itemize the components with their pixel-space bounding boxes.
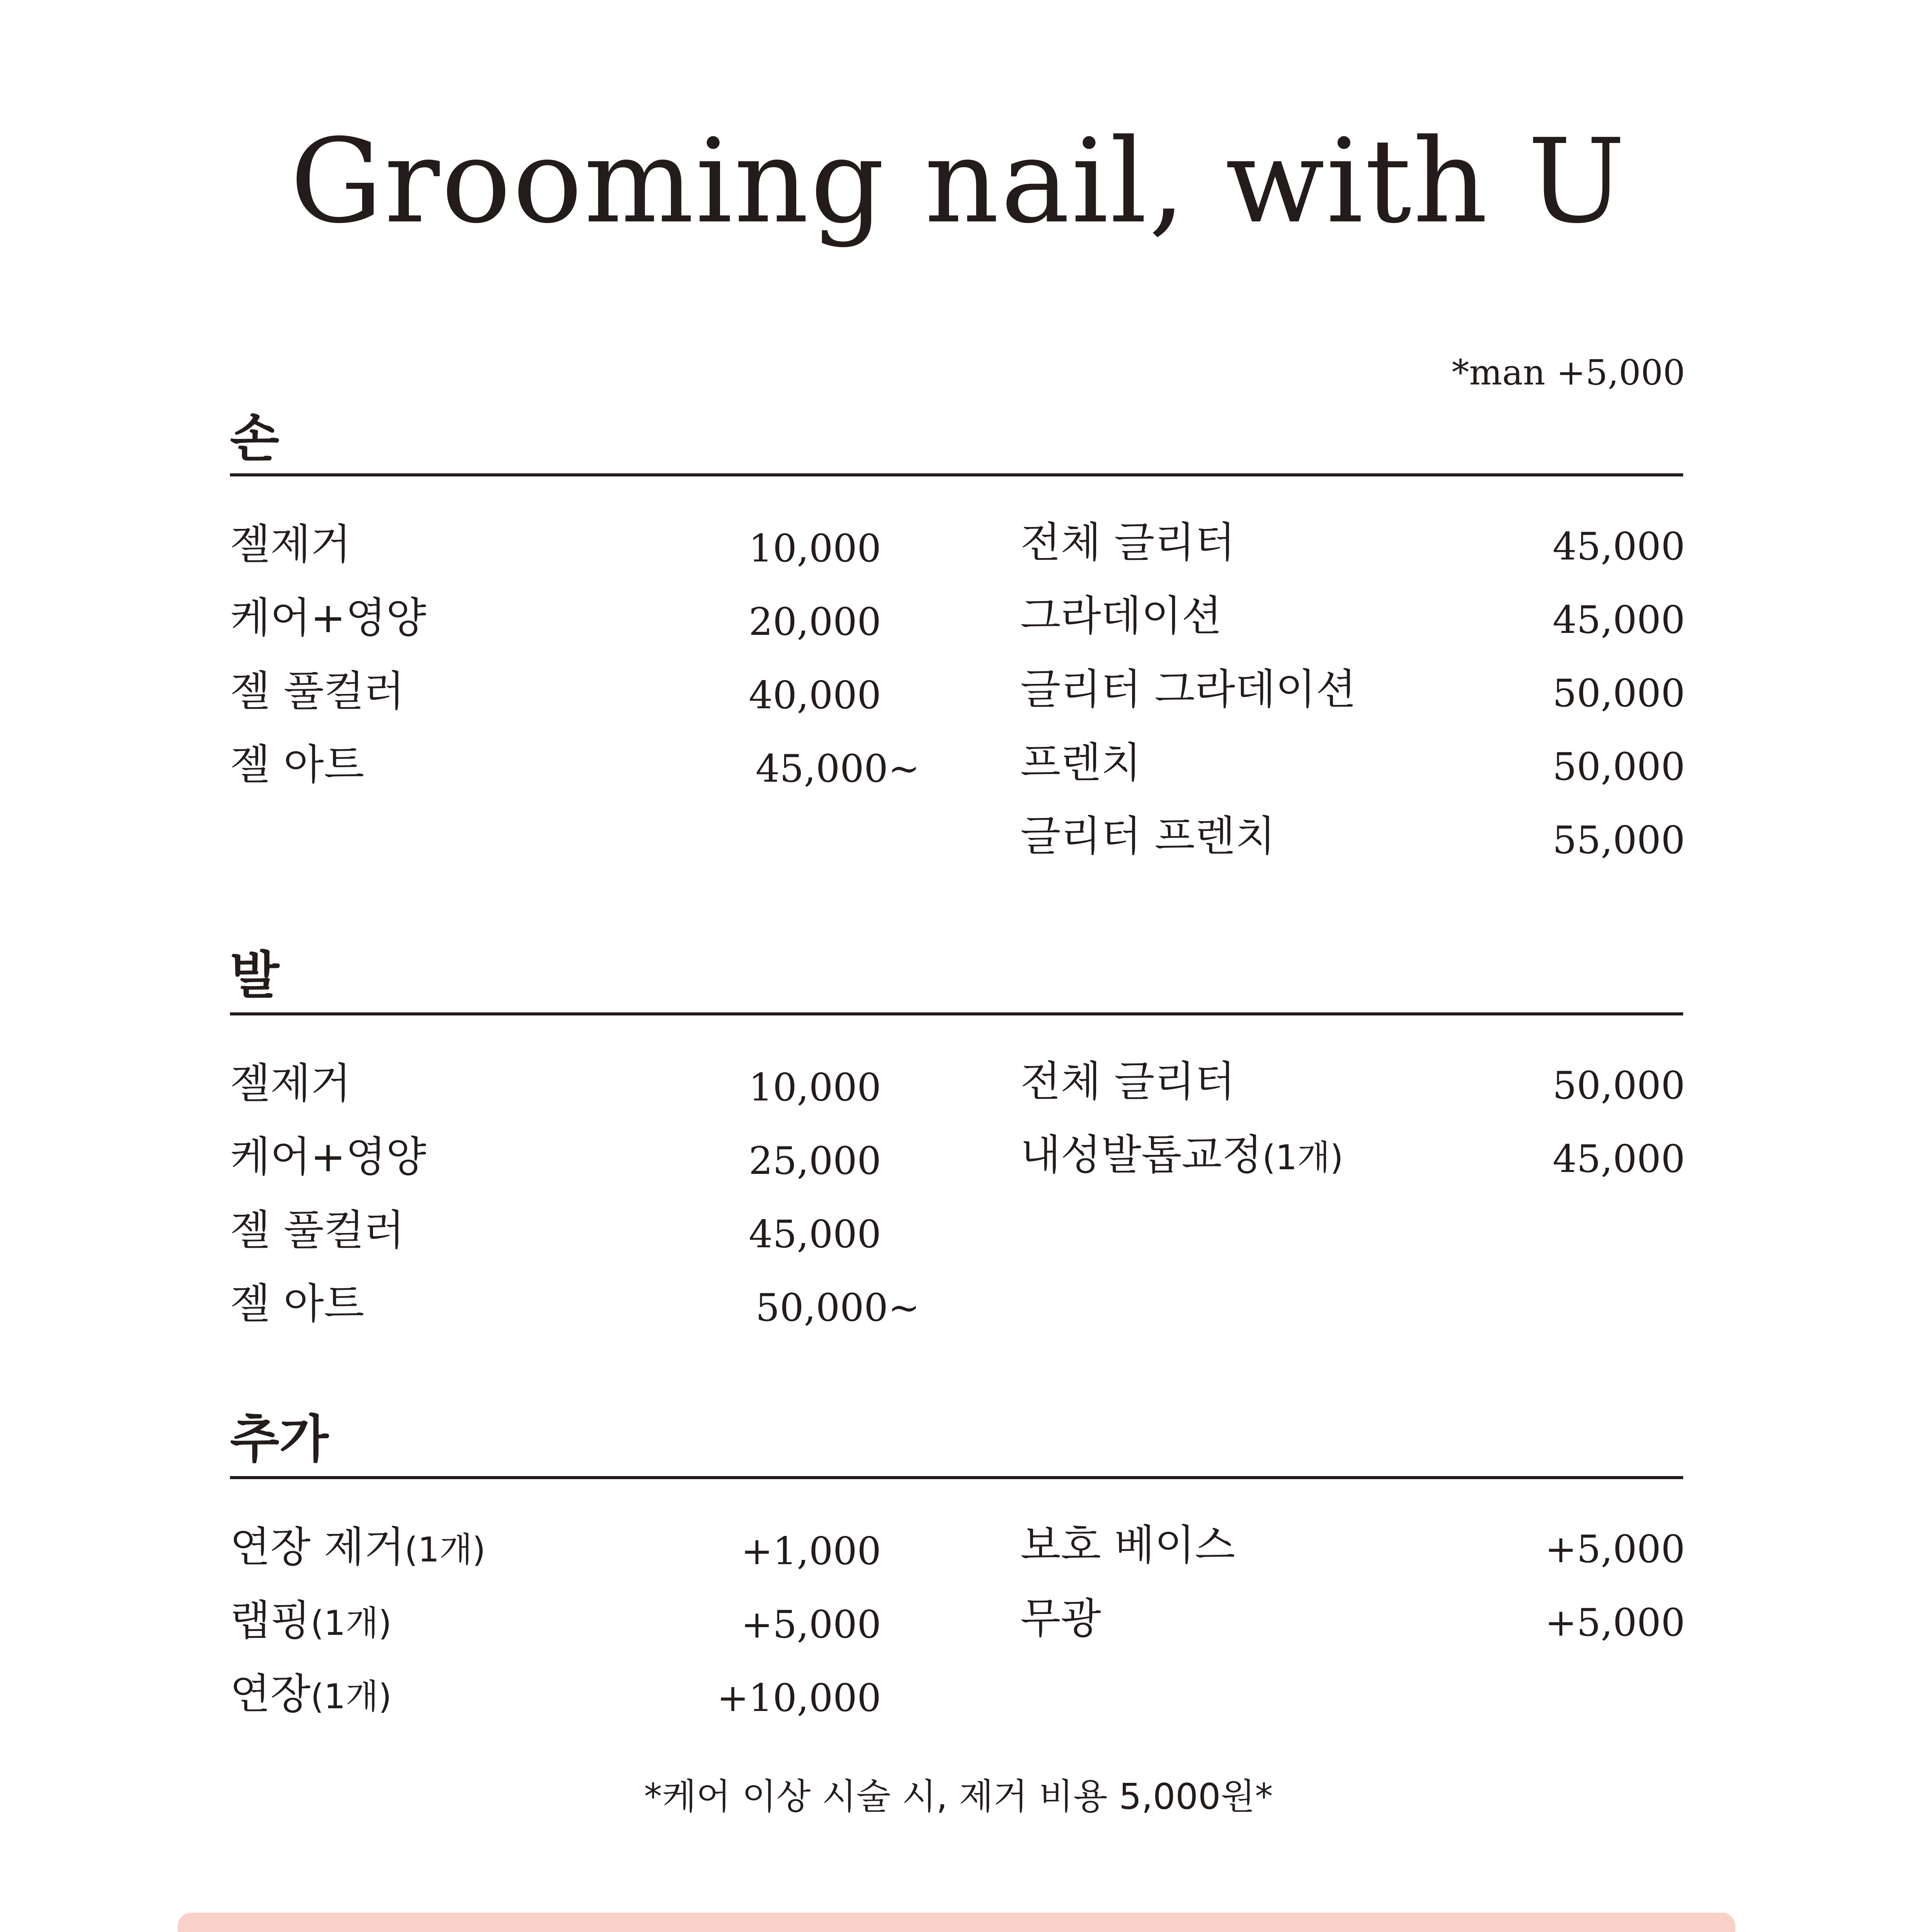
foot-item-label: 내성발톱교정 <box>1020 1131 1262 1179</box>
foot-item-name <box>1020 1128 1343 1185</box>
hand-item-price: 50,000 <box>1553 672 1685 716</box>
foot-item-name: 젤제거 <box>230 1060 351 1108</box>
extra-item-label: 연장 제거 <box>230 1523 405 1571</box>
page-title: Grooming nail, with U <box>290 114 1627 249</box>
hand-item-name: 글리터 그라데이션 <box>1020 665 1356 714</box>
section-rule-hand <box>230 473 1683 476</box>
hand-item-name: 프렌치 <box>1020 739 1141 787</box>
hand-item-name: 글리터 프렌치 <box>1020 812 1276 861</box>
hand-item-price: 10,000 <box>749 527 881 571</box>
hand-item-name: 그라데이션 <box>1020 592 1222 640</box>
extra-item-qty: (1개) <box>310 1677 392 1716</box>
section-title-extra: 추가 <box>230 1410 329 1469</box>
hand-item-price: 55,000 <box>1553 818 1685 862</box>
foot-item-name: 케어+영양 <box>230 1133 426 1181</box>
extra-item-price: +5,000 <box>741 1603 881 1647</box>
foot-item-name: 전체 글리터 <box>1020 1058 1235 1106</box>
foot-item-price: 45,000 <box>1553 1137 1685 1181</box>
foot-item-price: 45,000 <box>749 1213 881 1257</box>
extra-item-qty: (1개) <box>310 1603 392 1643</box>
foot-item-price: 25,000 <box>749 1139 881 1183</box>
section-title-hand: 손 <box>230 409 279 468</box>
extra-item-price: +5,000 <box>1545 1527 1685 1571</box>
extra-item-qty: (1개) <box>404 1530 486 1570</box>
extra-item-price: +5,000 <box>1545 1601 1685 1645</box>
section-rule-foot <box>230 1012 1683 1015</box>
hand-item-name: 케어+영양 <box>230 594 426 642</box>
care-removal-note: *케어 이상 시술 시, 제거 비용 5,000원* <box>644 1776 1273 1817</box>
extra-item-name <box>230 1594 392 1650</box>
hand-item-price: 20,000 <box>749 600 881 644</box>
hand-item-name: 젤제거 <box>230 520 351 569</box>
hand-item-name: 젤 아트 <box>230 741 364 789</box>
extra-item-label: 연장 <box>230 1670 311 1718</box>
section-rule-extra <box>230 1476 1683 1479</box>
hand-item-price: 45,000 <box>1553 598 1685 642</box>
hand-item-price: 45,000 <box>1553 525 1685 569</box>
extra-item-name: 보호 베이스 <box>1020 1521 1235 1570</box>
section-title-foot: 발 <box>230 946 279 1005</box>
hand-item-price: 40,000 <box>749 673 881 718</box>
membership-panel <box>178 1913 1735 1932</box>
foot-item-price: 50,000 <box>1553 1064 1685 1108</box>
extra-item-name <box>230 1667 392 1724</box>
foot-item-name: 젤 아트 <box>230 1280 364 1328</box>
man-surcharge-note: *man +5,000 <box>1452 352 1685 393</box>
hand-item-price: 50,000 <box>1553 745 1685 789</box>
foot-item-price: 50,000~ <box>756 1286 920 1330</box>
extra-item-label: 랩핑 <box>230 1597 311 1645</box>
extra-item-price: +10,000 <box>717 1676 881 1720</box>
foot-item-name: 젤 풀컬러 <box>230 1206 405 1255</box>
hand-item-price: 45,000~ <box>756 747 920 791</box>
extra-item-name <box>230 1520 485 1577</box>
extra-item-price: +1,000 <box>741 1529 881 1573</box>
hand-item-name: 젤 풀컬러 <box>230 667 405 716</box>
foot-item-qty: (1개) <box>1262 1138 1343 1177</box>
extra-item-name: 무광 <box>1020 1595 1101 1643</box>
hand-item-name: 전체 글리터 <box>1020 519 1235 567</box>
foot-item-price: 10,000 <box>749 1066 881 1110</box>
